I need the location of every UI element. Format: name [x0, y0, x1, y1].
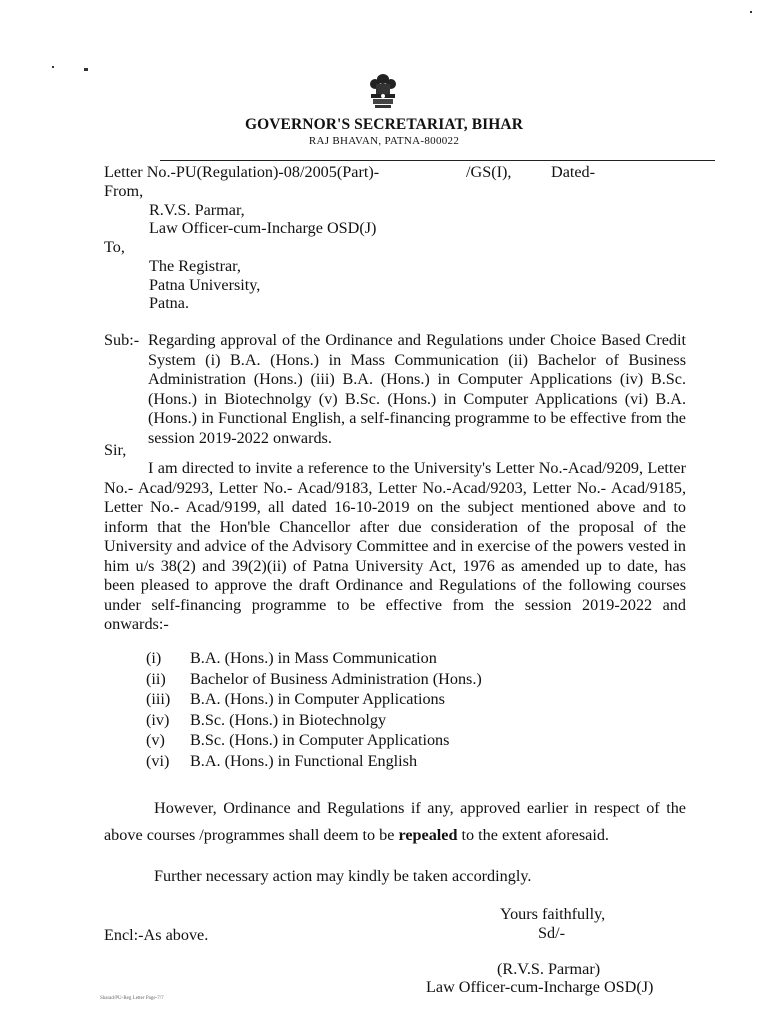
salutation: Sir, — [104, 441, 127, 459]
scan-speck — [84, 68, 88, 71]
closing-yours-faithfully: Yours faithfully, — [500, 905, 606, 923]
list-item-number: (vi) — [146, 751, 170, 770]
list-item — [146, 669, 482, 690]
list-item-text: B.A. (Hons.) in Functional English — [190, 751, 418, 770]
enclosure-note: Encl:-As above. — [104, 926, 209, 944]
course-list — [146, 648, 482, 771]
list-item-text: Bachelor of Business Administration (Hons.) — [190, 669, 482, 688]
list-item-text: B.Sc. (Hons.) in Biotechnolgy — [190, 710, 387, 729]
body-paragraph-2 — [104, 795, 686, 849]
list-item-number: (v) — [146, 731, 165, 749]
list-item-number: (i) — [146, 649, 162, 667]
list-item — [146, 751, 482, 772]
list-item-number: (iii) — [146, 690, 171, 708]
recipient-line-2: Patna University, — [149, 276, 261, 294]
body-paragraph-3: Further necessary action may kindly be taken accordingly. — [154, 867, 532, 885]
office-title: GOVERNOR'S SECRETARIAT, BIHAR — [244, 116, 524, 133]
national-emblem-icon — [366, 72, 400, 112]
to-label: To, — [104, 238, 125, 256]
list-item — [146, 689, 482, 710]
dated-label: Dated- — [551, 163, 596, 181]
recipient-line-3: Patna. — [149, 294, 190, 312]
repealed-emphasis: repealed — [398, 826, 458, 844]
from-label: From, — [104, 182, 144, 200]
letter-number: Letter No.-PU(Regulation)-08/2005(Part)- — [104, 163, 380, 181]
list-item-text: B.A. (Hons.) in Mass Communication — [190, 649, 437, 667]
scan-speck — [750, 11, 752, 13]
list-item-text: B.Sc. (Hons.) in Computer Applications — [190, 731, 450, 749]
list-item-text: B.A. (Hons.) in Computer Applications — [190, 690, 445, 708]
paragraph-2-end: to the extent aforesaid. — [457, 826, 609, 844]
list-item-number: (iv) — [146, 710, 170, 729]
list-item-number: (ii) — [146, 669, 166, 688]
footer-file-note: Sharad/PU-Reg Letter Page-7/7 — [100, 996, 164, 1001]
recipient-line-1: The Registrar, — [149, 257, 241, 275]
list-item — [146, 648, 482, 669]
signatory-name: (R.V.S. Parmar) — [497, 960, 601, 978]
list-item — [146, 710, 482, 731]
office-address: RAJ BHAVAN, PATNA-800022 — [308, 135, 460, 147]
header-rule — [160, 160, 715, 161]
subject-text: Regarding approval of the Ordinance and Regulations under Choice Based Credit System (i) B.A. (Hons.) in Mass Communication (ii) Bachelor of Business Administration (Hons.) (iii) B.A. (Hons.) in Computer Applications (iv) B.Sc. (Hons.) in Biotechnolgy (v) B.Sc. (Hons.) in Computer Applications (vi) B.A. (Hons.) in Functional English, a self-financing programme to be effective from the session 2019-2022 onwards. — [148, 331, 686, 447]
scan-speck — [52, 66, 54, 68]
gs-reference: /GS(I), — [466, 163, 512, 181]
closing-signed: Sd/- — [538, 924, 565, 942]
signatory-designation: Law Officer-cum-Incharge OSD(J) — [426, 978, 654, 996]
body-paragraph-1: I am directed to invite a reference to the University's Letter No.-Acad/9209, Letter No.- Acad/9293, Letter No.- Acad/9183, Letter No.-Acad/9203, Letter No.- Acad/9185, Letter No.- Acad/9199, all dated 16-10-2019 on the subject mentioned above and to inform that the Hon'ble Chancellor after due consideration of the proposal of the University and advice of the Advisory Committee and in exercise of the powers vested in him u/s 38(2) and 39(2)(ii) of Patna University Act, 1976 as amended up to date, has been pleased to approve the draft Ordinance and Regulations of the following courses under self-financing programme to be effective from the session 2019-2022 and onwards:- — [104, 459, 686, 633]
paragraph-2-start: However, Ordinance and Regulations if any, approved earlier in respect of the above courses /programmes shall deem to be — [104, 799, 686, 844]
list-item — [146, 730, 482, 751]
sender-designation: Law Officer-cum-Incharge OSD(J) — [149, 219, 377, 237]
subject-label: Sub:- — [104, 331, 140, 349]
sender-name: R.V.S. Parmar, — [149, 201, 245, 219]
